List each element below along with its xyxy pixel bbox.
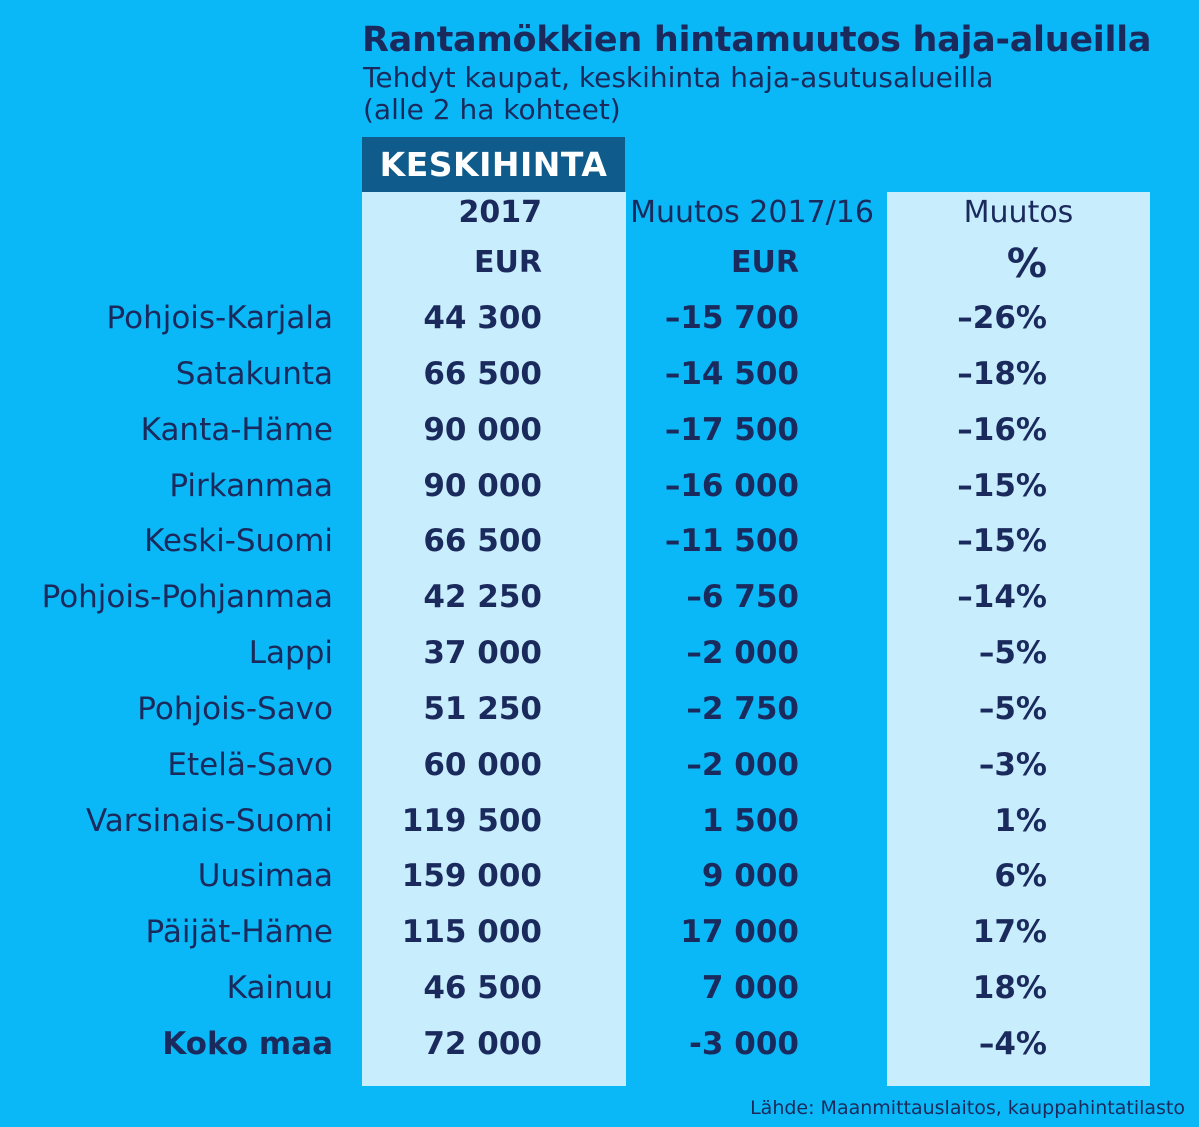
source-note: Lähde: Maanmittauslaitos, kauppahintatilasto: [750, 1097, 1185, 1119]
region-label: Kanta-Häme: [140, 411, 333, 448]
price-value: 115 000: [401, 914, 542, 951]
price-value: 159 000: [401, 858, 542, 895]
table-row: [0, 462, 1199, 518]
percent-value: 1%: [994, 802, 1047, 839]
change-value: –17 500: [664, 411, 799, 448]
subtitle-line-1: Tehdyt kaupat, keskihinta haja-asutusalueilla: [363, 61, 994, 94]
change-value: –2 000: [686, 635, 799, 672]
table-row: [0, 908, 1199, 964]
header-change-unit: EUR: [731, 245, 799, 280]
region-label: Kainuu: [226, 970, 333, 1007]
change-value: –11 500: [664, 523, 799, 560]
change-value: 17 000: [680, 914, 799, 951]
region-label: Uusimaa: [197, 858, 333, 895]
percent-value: 6%: [994, 858, 1047, 895]
region-label: Pohjois-Savo: [137, 690, 333, 727]
table-row: [0, 517, 1199, 573]
price-value: 42 250: [423, 579, 542, 616]
region-label: Pirkanmaa: [169, 467, 333, 504]
region-label: Varsinais-Suomi: [85, 802, 333, 839]
percent-value: –15%: [957, 467, 1047, 504]
price-value: 44 300: [423, 300, 542, 336]
percent-value: 18%: [972, 970, 1047, 1007]
region-label: Päijät-Häme: [145, 914, 333, 951]
table-row: [0, 741, 1199, 797]
table-row: [0, 964, 1199, 1020]
percent-value: 17%: [972, 914, 1047, 951]
table-row: [0, 573, 1199, 629]
percent-value: –18%: [957, 355, 1047, 392]
change-value: –2 000: [686, 746, 799, 783]
percent-value: –5%: [978, 635, 1047, 672]
header-price-unit: EUR: [474, 245, 542, 280]
price-value: 72 000: [423, 1025, 542, 1062]
change-value: –16 000: [664, 467, 799, 504]
chart-title: Rantamökkien hintamuutos haja-alueilla: [362, 20, 1152, 60]
price-value: 60 000: [423, 746, 542, 783]
region-label: Etelä-Savo: [167, 746, 333, 783]
region-label: Lappi: [248, 635, 333, 672]
price-value: 119 500: [401, 802, 542, 839]
price-value: 90 000: [423, 411, 542, 448]
percent-value: –3%: [978, 746, 1047, 783]
region-label: Koko maa: [162, 1025, 333, 1062]
percent-value: –16%: [957, 411, 1047, 448]
percent-value: –14%: [957, 579, 1047, 616]
change-value: 9 000: [701, 858, 799, 895]
percent-value: –5%: [978, 690, 1047, 727]
chart-subtitle: [363, 62, 993, 126]
percent-value: –4%: [978, 1025, 1047, 1062]
region-label: Pohjois-Karjala: [106, 300, 333, 336]
region-label: Pohjois-Pohjanmaa: [41, 579, 333, 616]
percent-value: –15%: [957, 523, 1047, 560]
table-row: [0, 797, 1199, 853]
change-value: –14 500: [664, 355, 799, 392]
table-body: [0, 294, 1199, 1076]
keskihinta-badge: KESKIHINTA: [362, 137, 625, 192]
price-value: 51 250: [423, 690, 542, 727]
table-row: [0, 350, 1199, 406]
header-percent: Muutos: [963, 195, 1074, 230]
change-value: –2 750: [686, 690, 799, 727]
table-row: [0, 294, 1199, 350]
region-label: Satakunta: [175, 355, 333, 392]
region-label: Keski-Suomi: [144, 523, 333, 560]
table-row: [0, 406, 1199, 462]
subtitle-line-2: (alle 2 ha kohteet): [363, 93, 621, 126]
price-value: 37 000: [423, 635, 542, 672]
price-value: 90 000: [423, 467, 542, 504]
header-price-year: 2017: [458, 195, 542, 230]
header-change: Muutos 2017/16: [630, 195, 874, 230]
change-value: 7 000: [701, 970, 799, 1007]
table-row: [0, 852, 1199, 908]
price-value: 66 500: [423, 523, 542, 560]
table-row: [0, 685, 1199, 741]
change-value: -3 000: [689, 1025, 799, 1062]
header-percent-unit: %: [1006, 241, 1047, 287]
percent-value: –26%: [957, 300, 1047, 336]
change-value: –15 700: [664, 300, 799, 336]
table-row-total: [0, 1020, 1199, 1076]
price-value: 46 500: [423, 970, 542, 1007]
change-value: –6 750: [686, 579, 799, 616]
table-row: [0, 629, 1199, 685]
change-value: 1 500: [701, 802, 799, 839]
price-value: 66 500: [423, 355, 542, 392]
